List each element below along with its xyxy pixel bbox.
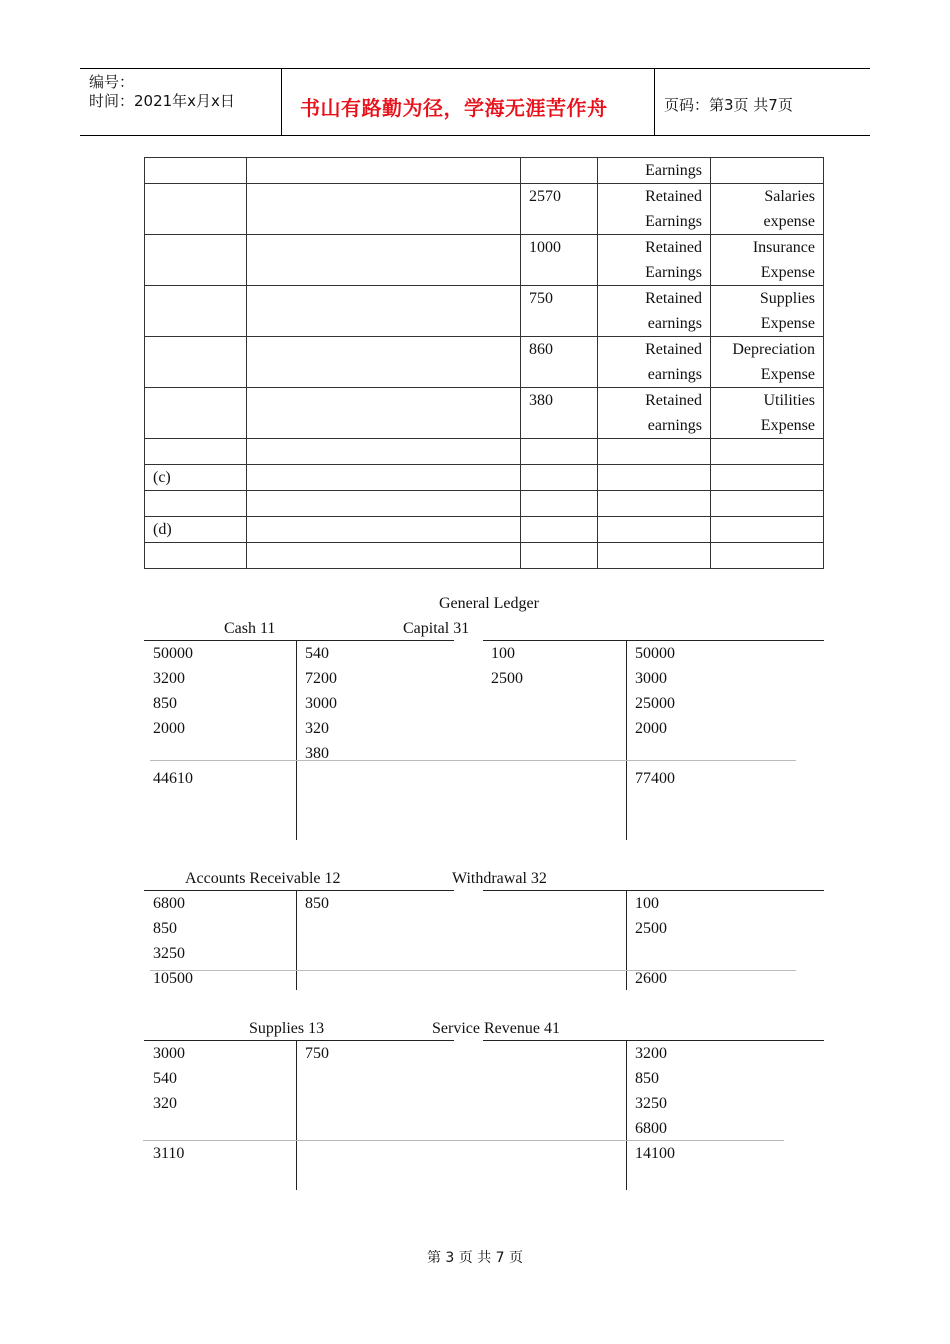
journal-cell-date bbox=[145, 158, 247, 184]
journal-cell-credit bbox=[711, 184, 824, 235]
journal-cell-date bbox=[145, 543, 247, 569]
journal-cell-credit bbox=[711, 517, 824, 543]
withdrawal-balance: 2600 bbox=[635, 970, 667, 987]
journal-row bbox=[145, 286, 824, 337]
journal-cell-line: 860 bbox=[529, 341, 553, 358]
journal-cell-date bbox=[145, 517, 247, 543]
supplies-account-title: Supplies 13 bbox=[249, 1020, 325, 1037]
capital-balance: 77400 bbox=[635, 770, 675, 787]
journal-cell-amount bbox=[521, 337, 598, 388]
journal-row bbox=[145, 184, 824, 235]
journal-cell-line: Earnings bbox=[645, 213, 702, 230]
journal-cell-desc bbox=[247, 337, 521, 388]
journal-cell-date bbox=[145, 184, 247, 235]
withdrawal-account-title: Withdrawal 32 bbox=[452, 870, 547, 887]
revenue-balance: 14100 bbox=[635, 1145, 675, 1162]
capital-debits bbox=[491, 641, 523, 691]
journal-cell-debit bbox=[598, 286, 711, 337]
capital-credit: 50000 bbox=[635, 645, 675, 662]
supplies-debits bbox=[153, 1041, 185, 1166]
journal-cell-desc bbox=[247, 465, 521, 491]
journal-cell-line: Retained bbox=[645, 392, 702, 409]
journal-cell-date bbox=[145, 465, 247, 491]
header-divider-left bbox=[281, 68, 282, 136]
journal-cell-debit bbox=[598, 184, 711, 235]
supplies-credits bbox=[305, 1041, 329, 1066]
journal-cell-line: 380 bbox=[529, 392, 553, 409]
journal-cell-desc bbox=[247, 286, 521, 337]
capital-credit: 25000 bbox=[635, 695, 675, 712]
journal-cell-debit bbox=[598, 491, 711, 517]
cash-credit: 3000 bbox=[305, 695, 337, 712]
journal-cell-amount bbox=[521, 388, 598, 439]
ar-debit: 3250 bbox=[153, 945, 185, 962]
ar-t-stem bbox=[296, 890, 297, 990]
header-top-rule bbox=[80, 68, 870, 69]
journal-cell-desc bbox=[247, 517, 521, 543]
cash-credit: 540 bbox=[305, 645, 329, 662]
withdrawal-credit: 100 bbox=[635, 895, 659, 912]
ar-credits bbox=[305, 891, 329, 916]
journal-cell-line: expense bbox=[763, 213, 815, 230]
journal-cell-desc bbox=[247, 491, 521, 517]
journal-cell-desc bbox=[247, 235, 521, 286]
capital-credit: 2000 bbox=[635, 720, 667, 737]
cash-credit: 380 bbox=[305, 745, 329, 762]
journal-cell-credit bbox=[711, 337, 824, 388]
journal-cell-desc bbox=[247, 158, 521, 184]
journal-cell-credit bbox=[711, 543, 824, 569]
revenue-credit: 3250 bbox=[635, 1095, 667, 1112]
revenue-credit: 3200 bbox=[635, 1045, 667, 1062]
journal-cell-debit bbox=[598, 465, 711, 491]
journal-cell-desc bbox=[247, 388, 521, 439]
header-number-label: 编号： bbox=[89, 73, 135, 91]
journal-cell-line: Earnings bbox=[645, 264, 702, 281]
ledger-title: General Ledger bbox=[439, 595, 539, 612]
journal-row bbox=[145, 337, 824, 388]
ar-withdrawal-total-rule bbox=[150, 970, 796, 971]
journal-row bbox=[145, 439, 824, 465]
journal-cell-line: Expense bbox=[760, 315, 815, 332]
cash-t-stem bbox=[296, 640, 297, 840]
journal-cell-debit bbox=[598, 439, 711, 465]
journal-cell-line: Earnings bbox=[645, 162, 702, 179]
cash-credit: 7200 bbox=[305, 670, 337, 687]
journal-cell-desc bbox=[247, 439, 521, 465]
revenue-credit: 6800 bbox=[635, 1120, 667, 1137]
journal-cell-amount bbox=[521, 286, 598, 337]
journal-cell-line: Utilities bbox=[763, 392, 815, 409]
header-time-label: 时间：2021年x月x日 bbox=[89, 92, 235, 110]
journal-cell-credit bbox=[711, 465, 824, 491]
journal-cell-amount bbox=[521, 235, 598, 286]
withdrawal-t-stem bbox=[626, 890, 627, 990]
ar-credit: 850 bbox=[305, 895, 329, 912]
journal-cell-line: Expense bbox=[760, 366, 815, 383]
header-divider-right bbox=[654, 68, 655, 136]
journal-cell-credit bbox=[711, 388, 824, 439]
journal-cell-line: 750 bbox=[529, 290, 553, 307]
journal-cell-debit bbox=[598, 543, 711, 569]
supplies-debit: 540 bbox=[153, 1070, 177, 1087]
supplies-debit: 320 bbox=[153, 1095, 177, 1112]
journal-cell-date bbox=[145, 491, 247, 517]
journal-cell-line: earnings bbox=[647, 417, 702, 434]
revenue-t-stem bbox=[626, 1040, 627, 1190]
capital-account-title: Capital 31 bbox=[403, 620, 470, 637]
capital-credits bbox=[635, 641, 675, 741]
journal-cell-desc bbox=[247, 184, 521, 235]
cash-debit: 50000 bbox=[153, 645, 193, 662]
journal-cell-amount bbox=[521, 158, 598, 184]
journal-cell-line: Retained bbox=[645, 239, 702, 256]
journal-row bbox=[145, 517, 824, 543]
journal-cell-line: Salaries bbox=[764, 188, 815, 205]
journal-cell-line: earnings bbox=[647, 366, 702, 383]
journal-cell-date bbox=[145, 286, 247, 337]
journal-cell-amount bbox=[521, 465, 598, 491]
journal-cell-line: Retained bbox=[645, 290, 702, 307]
cash-balance: 44610 bbox=[153, 770, 193, 787]
supplies-balance: 3110 bbox=[153, 1145, 185, 1162]
journal-row bbox=[145, 543, 824, 569]
supplies-t-top bbox=[144, 1040, 454, 1041]
journal-cell-amount bbox=[521, 491, 598, 517]
withdrawal-credit: 2500 bbox=[635, 920, 667, 937]
header-page-label: 页码：第3页 共7页 bbox=[664, 96, 793, 114]
ar-account-title: Accounts Receivable 12 bbox=[185, 870, 341, 887]
journal-cell-line: Expense bbox=[760, 264, 815, 281]
journal-row bbox=[145, 491, 824, 517]
journal-cell-line: earnings bbox=[647, 315, 702, 332]
journal-cell-date bbox=[145, 388, 247, 439]
journal-cell-desc bbox=[247, 543, 521, 569]
journal-cell-line: 1000 bbox=[529, 239, 561, 256]
journal-cell-debit bbox=[598, 235, 711, 286]
ar-debit: 6800 bbox=[153, 895, 185, 912]
capital-credit: 3000 bbox=[635, 670, 667, 687]
journal-row bbox=[145, 158, 824, 184]
revenue-credits bbox=[635, 1041, 675, 1166]
cash-credits bbox=[305, 641, 337, 766]
journal-cell-date bbox=[145, 337, 247, 388]
capital-debit: 100 bbox=[491, 645, 515, 662]
cash-debit: 2000 bbox=[153, 720, 185, 737]
journal-cell-amount bbox=[521, 439, 598, 465]
journal-cell-debit bbox=[598, 337, 711, 388]
journal-row bbox=[145, 235, 824, 286]
journal-row bbox=[145, 465, 824, 491]
ar-debits bbox=[153, 891, 193, 991]
journal-cell-amount bbox=[521, 517, 598, 543]
journal-cell-line: Retained bbox=[645, 341, 702, 358]
capital-t-stem bbox=[626, 640, 627, 840]
journal-cell-line: Depreciation bbox=[732, 341, 815, 358]
capital-debit: 2500 bbox=[491, 670, 523, 687]
journal-cell-line: Retained bbox=[645, 188, 702, 205]
journal-cell-line: 2570 bbox=[529, 188, 561, 205]
ar-balance: 10500 bbox=[153, 970, 193, 987]
page-footer: 第 3 页 共 7 页 bbox=[426, 1250, 524, 1266]
withdrawal-credits bbox=[635, 891, 667, 991]
cash-debits bbox=[153, 641, 193, 741]
journal-cell-credit bbox=[711, 235, 824, 286]
journal-cell-line: Supplies bbox=[759, 290, 815, 307]
journal-cell-line: (d) bbox=[153, 521, 172, 538]
journal-table bbox=[144, 157, 824, 569]
cash-account-title: Cash 11 bbox=[224, 620, 276, 637]
cash-capital-total-rule bbox=[150, 760, 796, 761]
cash-credit: 320 bbox=[305, 720, 329, 737]
revenue-credit: 850 bbox=[635, 1070, 659, 1087]
journal-cell-debit bbox=[598, 388, 711, 439]
ar-debit: 850 bbox=[153, 920, 177, 937]
supplies-t-stem bbox=[296, 1040, 297, 1190]
revenue-account-title: Service Revenue 41 bbox=[432, 1020, 560, 1037]
header-motto: 书山有路勤为径，学海无涯苦作舟 bbox=[300, 96, 608, 120]
header-bottom-rule bbox=[80, 135, 870, 136]
journal-cell-line: Expense bbox=[760, 417, 815, 434]
journal-cell-credit bbox=[711, 286, 824, 337]
journal-cell-date bbox=[145, 235, 247, 286]
supplies-revenue-total-rule bbox=[143, 1140, 784, 1141]
journal-cell-credit bbox=[711, 491, 824, 517]
journal-cell-amount bbox=[521, 184, 598, 235]
journal-cell-line: Insurance bbox=[752, 239, 815, 256]
journal-cell-credit bbox=[711, 158, 824, 184]
journal-row bbox=[145, 388, 824, 439]
journal-cell-credit bbox=[711, 439, 824, 465]
supplies-debit: 3000 bbox=[153, 1045, 185, 1062]
journal-cell-line: (c) bbox=[153, 469, 171, 486]
cash-debit: 3200 bbox=[153, 670, 185, 687]
journal-cell-amount bbox=[521, 543, 598, 569]
cash-debit: 850 bbox=[153, 695, 177, 712]
journal-cell-debit bbox=[598, 517, 711, 543]
journal-cell-date bbox=[145, 439, 247, 465]
supplies-credit: 750 bbox=[305, 1045, 329, 1062]
journal-cell-debit bbox=[598, 158, 711, 184]
